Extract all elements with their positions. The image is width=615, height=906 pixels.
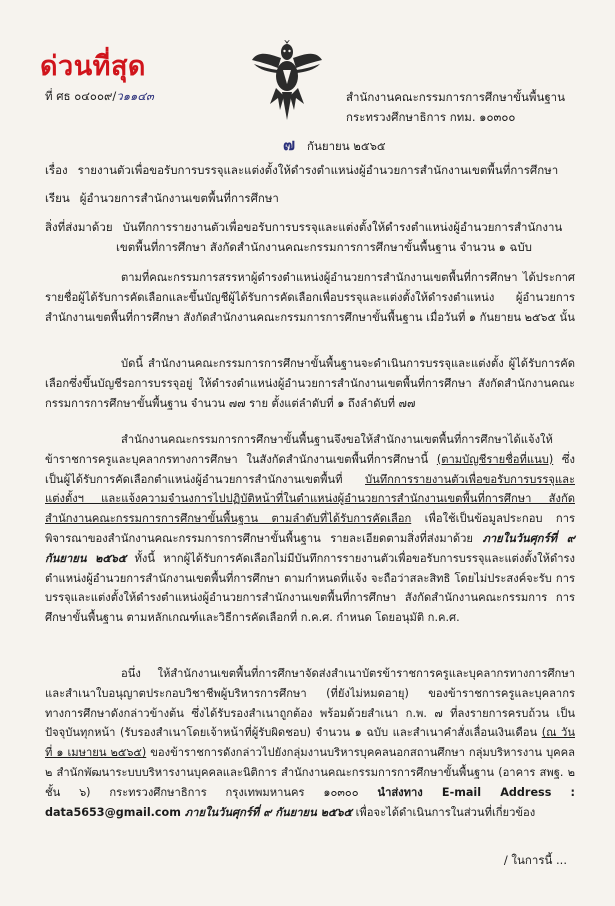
enclosure-text-line1: บันทึกการรายงานตัวเพื่อขอรับการบรรจุและแต่งตั้งให้ดำรงตำแหน่งผู้อำนวยการสำนักงาน <box>122 220 563 234</box>
document-number-handwritten: ว๑๑๔๓ <box>116 89 154 103</box>
paragraph-1 <box>45 268 575 327</box>
continued-next-page: / ในการนี้ ... <box>503 853 567 867</box>
enclosure-text-line2: เขตพื้นที่การศึกษา สังกัดสำนักงานคณะกรรมการการศึกษาขั้นพื้นฐาน จำนวน ๑ ฉบับ <box>116 240 532 254</box>
paragraph-4 <box>45 664 575 822</box>
recipient-text: ผู้อำนวยการสำนักงานเขตพื้นที่การศึกษา <box>79 191 279 205</box>
enclosure-label: สิ่งที่ส่งมาด้วย <box>45 220 113 234</box>
paragraph-3 <box>45 430 575 628</box>
subject-text: รายงานตัวเพื่อขอรับการบรรจุและแต่งตั้งให้ดำรงตำแหน่งผู้อำนวยการสำนักงานเขตพื้นที่การศึกษา <box>77 163 559 177</box>
paragraph-3-text-c: เพื่อใช้เป็นข้อมูลประกอบ การพิจารณาของสำนักงานคณะกรรมการการศึกษาขั้นพื้นฐาน รายละเอียดตามสิ่งที่ส่งมาด้วย <box>45 512 575 545</box>
paragraph-4-text-b: ของข้าราชการดังกล่าวไปยังกลุ่มงานบริหารบุคคลนอกสถานศึกษา กลุ่มบริหารงาน บุคคล ๒ สำนักพัฒนาระบบบริหารงานบุคคลและนิติการ สำนักงานคณะกรรมการการศึกษาขั้นพื้นฐาน (อาคาร สพฐ. ๒ ชั้น ๖) กระทรวงศึกษาธิการ กรุงเทพมหานคร ๑๐๓๐๐ <box>45 746 575 799</box>
attached-list-note: (ตามบัญชีรายชื่อที่แนบ) <box>436 452 554 466</box>
paragraph-3-text-a: สำนักงานคณะกรรมการการศึกษาขั้นพื้นฐานจึงขอให้สำนักงานเขตพื้นที่การศึกษาได้แจ้งให้ ข้าราชการครูและบุคลากรทางการศึกษา ในสังกัดสำนักงานเขตพื้นที่การศึกษานี้ <box>45 433 553 466</box>
email-deadline-emphasis: ภายในวันศุกร์ที่ ๙ กันยายน ๒๕๖๕ <box>180 805 353 819</box>
document-number <box>45 88 154 106</box>
report-form-reference: บันทึกการรายงานตัวเพื่อขอรับการบรรจุและแต่งตั้งฯ และแจ้งความจำนงการไปปฏิบัติหน้าที่ในตำแหน่งผู้อำนวยการสำนักงานเขตพื้นที่การศึกษา สังกัดสำนักงานคณะกรรมการการศึกษาขั้นพื้นฐาน ตามลำดับที่ได้รับการคัดเลือก <box>45 472 575 526</box>
deadline-emphasis: ภายในวันศุกร์ที่ ๙ กันยายน ๒๕๖๕ <box>45 531 575 565</box>
date-day-handwritten: ๗ <box>283 135 296 154</box>
subject-label: เรื่อง <box>45 163 68 177</box>
agency-ministry-address: กระทรวงศึกษาธิการ กทม. ๑๐๓๐๐ <box>346 110 516 124</box>
paragraph-3-text-d: ทั้งนี้ หากผู้ได้รับการคัดเลือกไม่มีบันทึกการรายงานตัวเพื่อขอรับการบรรจุและแต่งตั้งให้ดำรง ตำแหน่งผู้อำนวยการสำนักงานเขตพื้นที่การศึกษา ตามกำหนดที่แจ้ง จะถือว่าสละสิทธิ โดยไม่ประสงค์จะรับ การบรรจุและแต่งตั้งให้ดำรงตำแหน่งผู้อำนวยการสำนักงานเขตพื้นที่การศึกษา สังกัดสำนักงานคณะกรรมการ การศึกษาขั้นพื้นฐาน ตามหลักเกณฑ์และวิธีการคัดเลือกที่ ก.ค.ศ. กำหนด โดยอนุมัติ ก.ค.ศ. <box>45 551 575 625</box>
paragraph-2-text: บัดนี้ สำนักงานคณะกรรมการการศึกษาขั้นพื้นฐานจะดำเนินการบรรจุและแต่งตั้ง ผู้ได้รับการคัดเลือกซึ่งขึ้นบัญชีรอการบรรจุอยู่ ให้ดำรงตำแหน่งผู้อำนวยการสำนักงานเขตพื้นที่การศึกษา สังกัดสำนักงานคณะกรรมการการศึกษาขั้นพื้นฐาน จำนวน ๗๗ ราย ตั้งแต่ลำดับที่ ๑ ถึงลำดับที่ ๗๗ <box>45 357 575 410</box>
enclosure-line <box>45 219 562 237</box>
paragraph-2 <box>45 354 575 413</box>
recipient-label: เรียน <box>45 191 70 205</box>
paragraph-4-text-a: อนึ่ง ให้สำนักงานเขตพื้นที่การศึกษาจัดส่งสำเนาบัตรข้าราชการครูและบุคลากรทางการศึกษา และสำเนาใบอนุญาตประกอบวิชาชีพผู้บริหารการศึกษา (ที่ยังไม่หมดอายุ) ของข้าราชการครูและบุคลากร ทางการศึกษาดังกล่าวข้างต้น ซึ่งได้รับรองสำเนาถูกต้อง พร้อมด้วยสำเนา ก.พ. ๗ ที่ลงรายการครบถ้วน เป็นปัจจุบันทุกหน้า (รับรองสำเนาโดยเจ้าหน้าที่ผู้รับผิดชอบ) จำนวน ๑ ฉบับ และสำเนาคำสั่งเลื่อนเงินเดือน <box>45 667 575 740</box>
salary-order-date-note: (ณ วันที่ ๑ เมษายน ๒๕๖๕) <box>45 726 575 760</box>
email-submission-note: นำส่งทาง E-mail Address : data5653@gmail.com <box>45 785 575 819</box>
urgent-label: ด่วนที่สุด <box>40 51 146 82</box>
document-number-prefix: ที่ ศธ ๐๔๐๐๙/ <box>45 89 117 103</box>
agency-address <box>346 87 565 127</box>
date-month-year: กันยายน ๒๕๖๕ <box>307 139 386 153</box>
garuda-emblem-icon <box>250 40 324 122</box>
paragraph-1-text: ตามที่คณะกรรมการสรรหาผู้ดำรงตำแหน่งผู้อำนวยการสำนักงานเขตพื้นที่การศึกษา ได้ประกาศรายชื่อผู้ได้รับการคัดเลือกและขึ้นบัญชีผู้ได้รับการคัดเลือกเพื่อบรรจุและแต่งตั้งให้ดำรงตำแหน่ง ผู้อำนวยการสำนักงานเขตพื้นที่การศึกษา สังกัดสำนักงานคณะกรรมการการศึกษาขั้นพื้นฐาน เมื่อวันที่ ๑ กันยายน ๒๕๖๕ นั้น <box>45 271 575 324</box>
recipient-line <box>45 190 279 208</box>
paragraph-3-text-b: ซึ่งเป็นผู้ได้รับการคัดเลือกตำแหน่งผู้อำนวยการสำนักงานเขตพื้นที่ <box>45 452 575 486</box>
paragraph-4-text-c: เพื่อจะได้ดำเนินการในส่วนที่เกี่ยวข้อง <box>352 805 536 819</box>
agency-name: สำนักงานคณะกรรมการการศึกษาขั้นพื้นฐาน <box>346 90 565 104</box>
subject-line <box>45 162 558 180</box>
letter-date <box>283 133 386 158</box>
